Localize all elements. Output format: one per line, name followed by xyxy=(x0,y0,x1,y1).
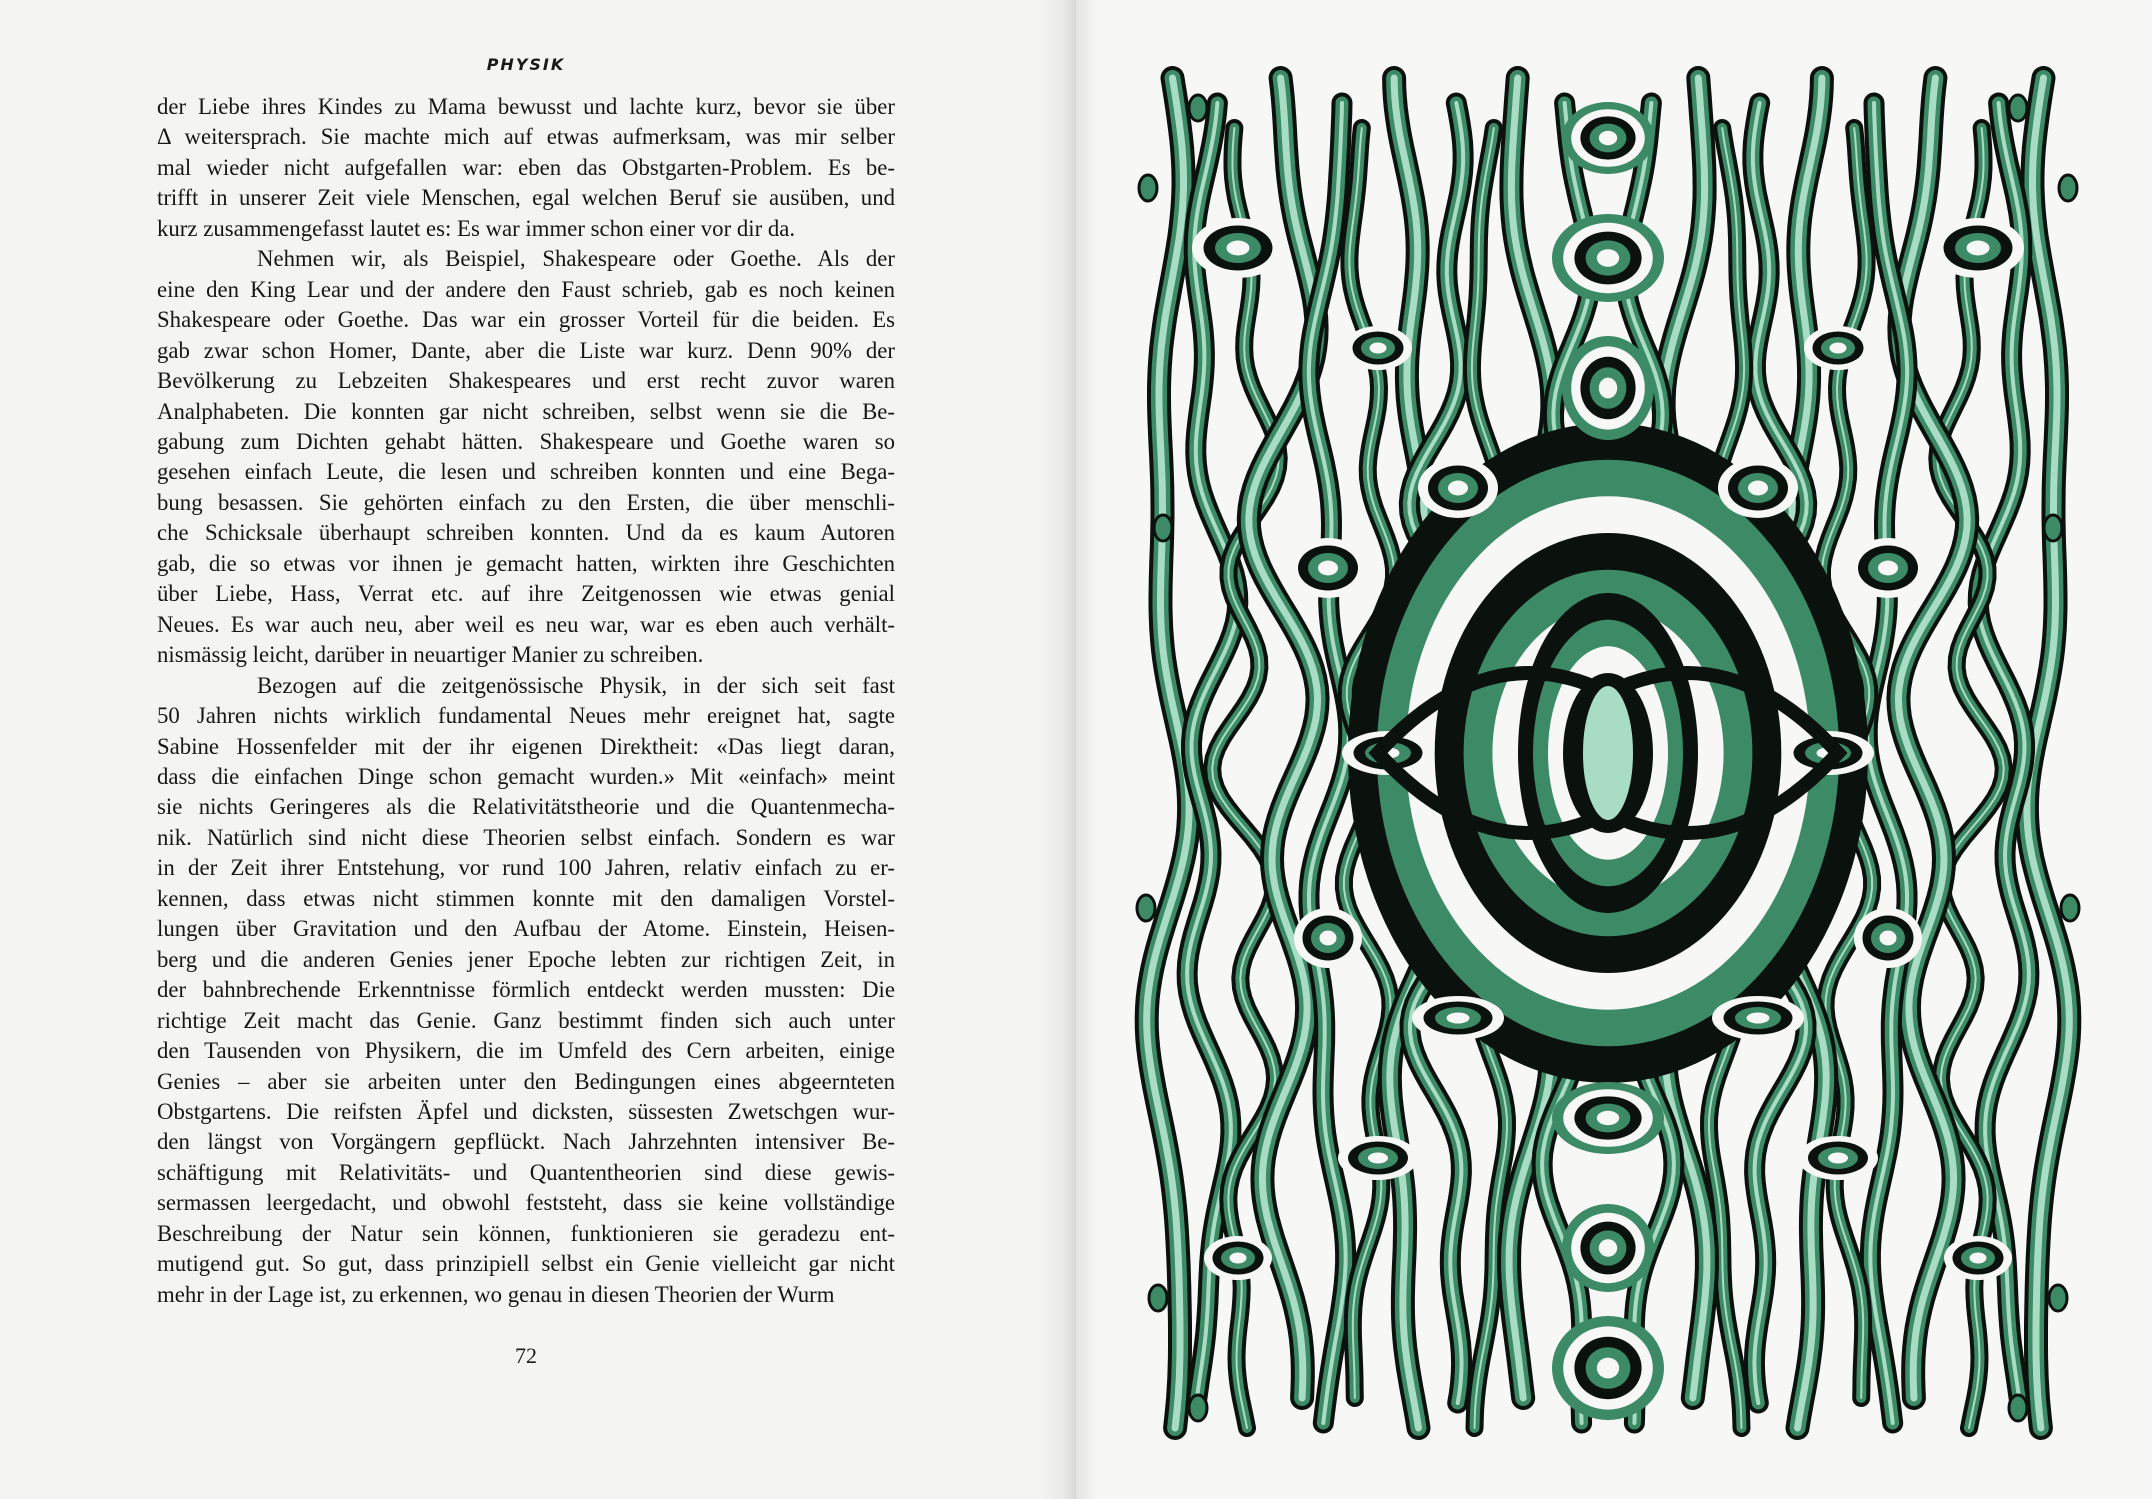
text-line: kennen, dass etwas nicht stimmen konnte mit den damaligen Vorstel- xyxy=(157,885,895,911)
gutter-shadow-right xyxy=(1076,0,1098,1499)
text-line: gab, die so etwas vor ihnen je gemacht hatten, wirkten ihre Geschichten xyxy=(157,550,895,576)
eye-ring xyxy=(1447,1013,1470,1024)
text-line: nismässig leicht, darüber in neuartiger Manier zu schreiben. xyxy=(157,642,704,668)
symmetric-psychedelic-pattern-illustration xyxy=(1128,48,2088,1458)
eye-ring xyxy=(1828,1153,1848,1164)
eye-ring xyxy=(1967,241,1990,256)
text-line: Sabine Hossenfelder mit der ihr eigenen Direktheit: «Das liegt daran, xyxy=(157,733,895,759)
text-line: gesehen einfach Leute, die lesen und schreiben konnten und eine Bega- xyxy=(157,459,895,485)
pattern-group xyxy=(1137,78,2079,1428)
text-line: berg und die anderen Genies jener Epoche lebten zur richtigen Zeit, in xyxy=(157,946,895,972)
text-line: dass die einfachen Dinge schon gemacht wurden.» Mit «einfach» meint xyxy=(157,763,895,789)
text-line: sermassen leergedacht, und obwohl feststeht, dass sie keine vollständige xyxy=(157,1190,895,1216)
edge-blob xyxy=(1139,175,1157,201)
eye-ring xyxy=(1599,131,1617,145)
text-line: lungen über Gravitation und den Aufbau der Atome. Einstein, Heisen- xyxy=(157,916,895,942)
edge-blob xyxy=(1189,1395,1207,1421)
text-line: Bezogen auf die zeitgenössische Physik, in der sich seit fast xyxy=(257,672,895,698)
eye-ring xyxy=(1970,1253,1987,1264)
text-line: Shakespeare oder Goethe. Das war ein grosser Vorteil für die beiden. Es xyxy=(157,307,895,333)
edge-blob xyxy=(2044,515,2062,541)
text-line: der Liebe ihres Kindes zu Mama bewusst und lachte kurz, bevor sie über xyxy=(157,94,895,119)
text-line: über Liebe, Hass, Verrat etc. auf ihre Zeitgenossen wie etwas genial xyxy=(157,581,895,607)
text-line: trifft in unserer Zeit viele Menschen, egal welchen Beruf sie ausüben, und xyxy=(157,185,895,211)
edge-blob xyxy=(2049,1285,2067,1311)
text-line: eine den King Lear und der andere den Faust schrieb, gab es noch keinen xyxy=(157,276,895,302)
edge-blob xyxy=(2061,895,2079,921)
eye-ring xyxy=(1599,378,1617,399)
eye-ring xyxy=(1830,343,1847,354)
text-line: in der Zeit ihrer Entstehung, vor rund 100 Jahren, relativ einfach zu er- xyxy=(157,855,895,881)
text-line: Genies – aber sie arbeiten unter den Bedingungen eines abgeernteten xyxy=(157,1068,895,1094)
text-line: mutigend gut. So gut, dass prinzipiell selbst ein Genie vielleicht gar nicht xyxy=(157,1251,895,1277)
eye-ring xyxy=(1230,1253,1247,1264)
text-line: gabung zum Dichten gehabt hätten. Shakespeare und Goethe waren so xyxy=(157,428,895,454)
text-line: 50 Jahren nichts wirklich fundamental Neues mehr ereignet hat, sagte xyxy=(157,703,895,729)
text-line: schäftigung mit Relativitäts- und Quantentheorien sind diese gewis- xyxy=(157,1159,895,1185)
text-line: sie nichts Geringeres als die Relativitätstheorie und die Quantenmecha- xyxy=(157,794,895,820)
body-text xyxy=(157,92,895,1310)
eye-ring xyxy=(1227,241,1250,256)
edge-blob xyxy=(1149,1285,1167,1311)
running-head: PHYSIK xyxy=(486,55,566,74)
text-line: Δ weitersprach. Sie machte mich auf etwas aufmerksam, was mir selber xyxy=(157,124,895,150)
text-line: gab zwar schon Homer, Dante, aber die Liste war kurz. Denn 90% der xyxy=(157,337,895,363)
text-line: Neues. Es war auch neu, aber weil es neu war, war es eben auch verhält- xyxy=(157,611,895,637)
text-line: Analphabeten. Die konnten gar nicht schreiben, selbst wenn sie die Be- xyxy=(157,398,895,424)
text-line: den Tausenden von Physikern, die im Umfeld des Cern arbeiten, einige xyxy=(157,1038,895,1064)
eye-ring xyxy=(1448,481,1468,496)
text-line: kurz zusammengefasst lautet es: Es war immer schon einer vor dir da. xyxy=(157,215,796,241)
eye-ring xyxy=(1880,931,1897,946)
edge-blob xyxy=(2009,1395,2027,1421)
text-line: Bevölkerung zu Lebzeiten Shakespeares und erst recht zuvor waren xyxy=(157,368,895,394)
text-line: der bahnbrechende Erkenntnisse förmlich entdeckt werden mussten: Die xyxy=(157,977,895,1003)
text-line: Nehmen wir, als Beispiel, Shakespeare oder Goethe. Als der xyxy=(257,246,895,272)
gutter-shadow-left xyxy=(1040,0,1076,1499)
edge-blob xyxy=(1137,895,1155,921)
edge-blob xyxy=(1154,515,1172,541)
edge-blob xyxy=(2009,95,2027,121)
text-line: richtige Zeit macht das Genie. Ganz bestimmt finden sich auch unter xyxy=(157,1007,895,1033)
eye-ring xyxy=(1597,1358,1619,1379)
text-line: Obstgartens. Die reifsten Äpfel und dicksten, süssesten Zwetschgen wur- xyxy=(157,1098,895,1124)
eye-ring xyxy=(1368,1153,1388,1164)
eye-ring xyxy=(1747,1013,1770,1024)
page-number: 72 xyxy=(515,1343,537,1368)
eye-ring xyxy=(1597,249,1619,267)
center-core xyxy=(1580,683,1636,823)
text-line: Beschreibung der Natur sein können, funktionieren sie geradezu ent- xyxy=(157,1220,895,1246)
edge-blob xyxy=(1189,95,1207,121)
text-line: mal wieder nicht aufgefallen war: eben das Obstgarten-Problem. Es be- xyxy=(157,154,895,180)
text-line: bung besassen. Sie gehörten einfach zu den Ersten, die über menschli- xyxy=(157,489,895,515)
eye-ring xyxy=(1878,561,1898,576)
eye-ring xyxy=(1318,561,1338,576)
text-line: nik. Natürlich sind nicht diese Theorien selbst einfach. Sondern es war xyxy=(157,824,895,850)
eye-ring xyxy=(1599,1239,1617,1257)
eye-ring xyxy=(1748,481,1768,496)
text-line: den längst von Vorgängern gepflückt. Nach Jahrzehnten intensiver Be- xyxy=(157,1129,895,1155)
edge-blob xyxy=(2059,175,2077,201)
eye-ring xyxy=(1320,931,1337,946)
eye-ring xyxy=(1370,343,1387,354)
text-line: mehr in der Lage ist, zu erkennen, wo genau in diesen Theorien der Wurm xyxy=(157,1281,835,1307)
eye-ring xyxy=(1597,1111,1619,1125)
text-line: che Schicksale überhaupt schreiben konnten. Und da es kaum Autoren xyxy=(157,520,895,546)
